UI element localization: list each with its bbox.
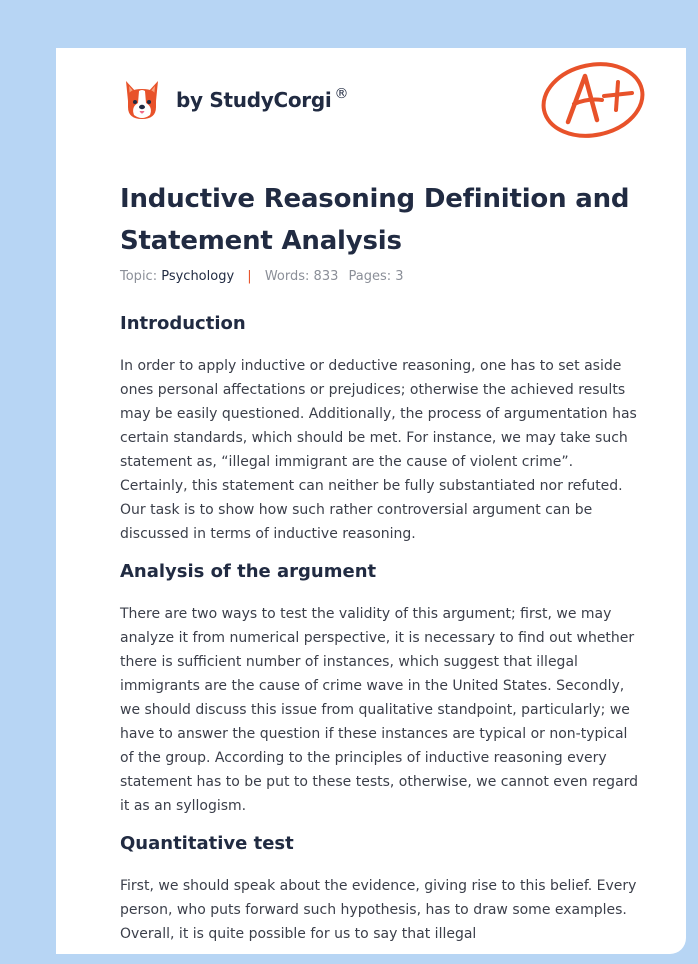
brand-name: by StudyCorgi ®: [176, 86, 349, 112]
section-paragraph-analysis: There are two ways to test the validity of this argument; first, we may analyze it from numerical perspective, it is necessary to find out whether there is sufficient number of instances, which suggest that illegal immigrants are the cause of crime wave in the United States. Secondly, we should discuss this issue from qualitative standpoint, particularly; we have to answer the question if these instances are typical or non-typical of the group. According to the principles of inductive reasoning every statement has to be put to these tests, otherwise, we cannot even regard it as an syllogism.: [120, 606, 639, 814]
words-label: Words:: [264, 269, 310, 284]
studycorgi-logo[interactable]: [122, 76, 348, 124]
topic-label: Topic:: [120, 269, 158, 284]
section-heading-analysis: Analysis of the argument: [120, 561, 377, 582]
topic-link[interactable]: Psychology: [161, 269, 235, 284]
corgi-icon: [122, 77, 162, 123]
section-heading-introduction: Introduction: [120, 313, 246, 334]
words-count: 833: [313, 269, 339, 284]
section-paragraph-quantitative-test: First, we should speak about the evidence, giving rise to this belief. Every person, who puts forward such hypothesis, has to draw some examples. Overall, it is quite possible for us to say that illegal: [120, 878, 637, 942]
grade-badge-icon: [538, 58, 650, 142]
grade-badge-text: A+: [538, 58, 540, 59]
meta-separator: |: [247, 269, 252, 284]
document-meta: [120, 269, 404, 284]
page-title: Inductive Reasoning Definition and Statement Analysis: [120, 184, 630, 256]
pages-label: Pages:: [348, 269, 392, 284]
document-body: [120, 308, 640, 946]
pages-count: 3: [395, 269, 404, 284]
section-heading-quantitative-test: Quantitative test: [120, 833, 294, 854]
document-page: [56, 48, 686, 954]
section-paragraph-introduction: In order to apply inductive or deductive reasoning, one has to set aside ones personal affectations or prejudices; otherwise the achieved results may be easily questioned. Additionally, the process of argumentation has certain standards, which should be met. For instance, we may take such statement as, “illegal immigrant are the cause of violent crime”. Certainly, this statement can neither be fully substantiated nor refuted. Our task is to show how such rather controversial argument can be discussed in terms of inductive reasoning.: [120, 358, 637, 542]
registered-mark: ®: [334, 86, 349, 102]
